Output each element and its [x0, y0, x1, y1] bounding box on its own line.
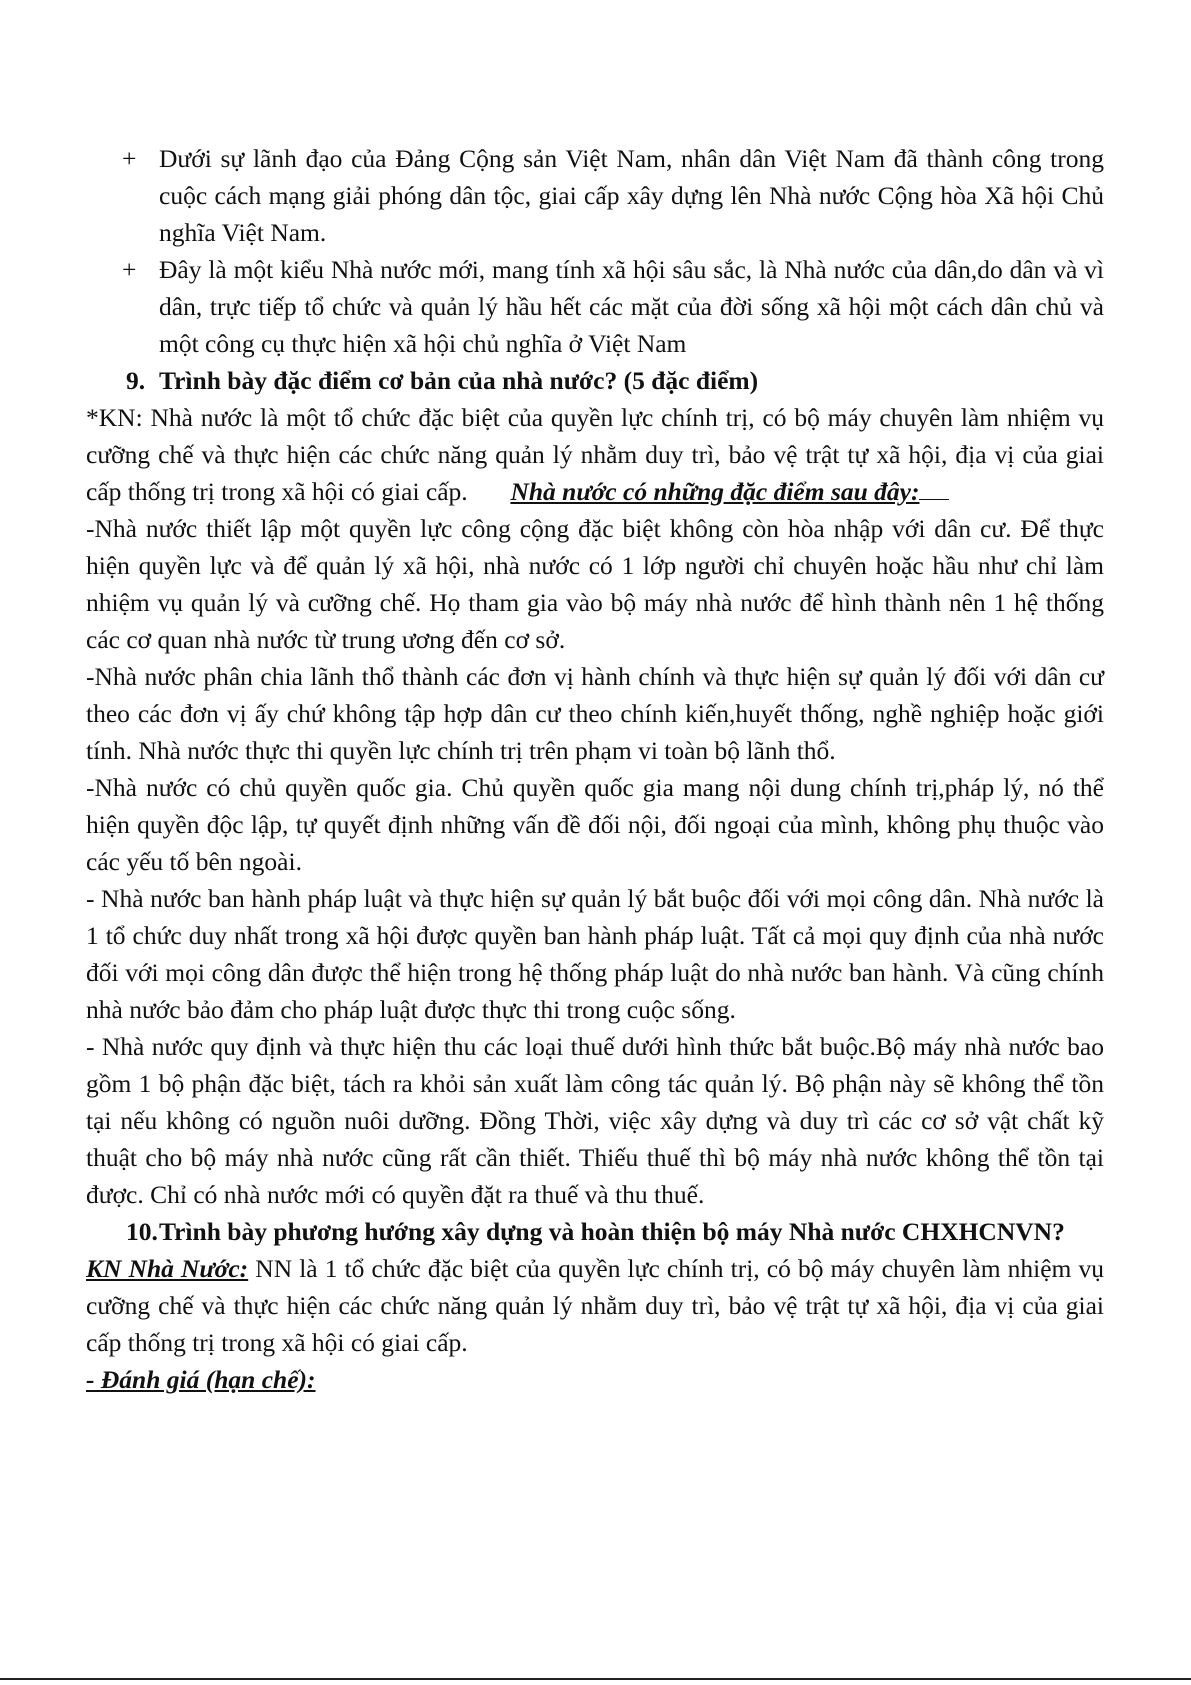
feature-paragraph: - Nhà nước ban hành pháp luật và thực hiện sự quản lý bắt buộc đối với mọi công dân. Nhà nước là 1 tổ chức duy nhất trong xã hội được quyền ban hành pháp luật. Tất cả mọi quy định của nhà nước đối với mọi công dân được thể hiện trong hệ thống pháp luật do nhà nước ban hành. Và cũng chính nhà nước bảo đảm cho pháp luật được thực thi trong cuộc sống. [86, 884, 1104, 1024]
feature-paragraph: - Nhà nước quy định và thực hiện thu các loại thuế dưới hình thức bắt buộc.Bộ máy nhà nước bao gồm 1 bộ phận đặc biệt, tách ra khỏi sản xuất làm công tác quản lý. Bộ phận này sẽ không thể tồn tại nếu không có nguồn nuôi dưỡng. Đồng Thời, việc xây dựng và duy trì các cơ sở vật chất kỹ thuật cho bộ máy nhà nước cũng rất cần thiết. Thiếu thuế thì bộ máy nhà nước không thể tồn tại được. Chỉ có nhà nước mới có quyền đặt ra thuế và thu thuế. [86, 1032, 1104, 1209]
feature-paragraph: -Nhà nước có chủ quyền quốc gia. Chủ quyền quốc gia mang nội dung chính trị,pháp lý, nó thể hiện quyền độc lập, tự quyết định những vấn đề đối nội, đối ngoại của mình, không phụ thuộc vào các yếu tố bên ngoài. [86, 773, 1104, 876]
section-title: Trình bày phương hướng xây dựng và hoàn thiện bộ máy Nhà nước CHXHCNVN? [159, 1217, 1065, 1246]
bullet-text: Dưới sự lãnh đạo của Đảng Cộng sản Việt Nam, nhân dân Việt Nam đã thành công trong cuộc cách mạng giải phóng dân tộc, giai cấp xây dựng lên Nhà nước Cộng hòa Xã hội Chủ nghĩa Việt Nam. [159, 144, 1104, 247]
bullet-mark: + [122, 144, 137, 173]
feature-paragraph: -Nhà nước thiết lập một quyền lực công cộng đặc biệt không còn hòa nhập với dân cư. Để thực hiện quyền lực và để quản lý xã hội, nhà nước có 1 lớp người chỉ chuyên hoặc hầu như chỉ làm nhiệm vụ quản lý và cưỡng chế. Họ tham gia vào bộ máy nhà nước để hình thành nên 1 hệ thống các cơ quan nhà nước từ trung ương đến cơ sở. [86, 514, 1104, 654]
section-number: 10. [126, 1217, 158, 1246]
bullet-item [86, 251, 1104, 362]
bullet-mark: + [122, 255, 137, 284]
section-10-definition [86, 1250, 1104, 1361]
section-number: 9. [126, 366, 146, 395]
feature-paragraph: -Nhà nước phân chia lãnh thổ thành các đơn vị hành chính và thực hiện sự quản lý đối với dân cư theo các đơn vị ấy chứ không tập hợp dân cư theo chính kiến,huyết thống, nghề nghiệp hoặc giới tính. Nhà nước thực thi quyền lực chính trị trên phạm vi toàn bộ lãnh thổ. [86, 662, 1104, 765]
assessment-label: - Đánh giá (hạn chế): [86, 1365, 316, 1394]
section-9-heading [86, 362, 1104, 399]
assessment-heading [86, 1361, 1104, 1398]
page-bottom-rule [0, 1678, 1191, 1680]
document-page [86, 140, 1104, 1398]
definition-text: NN là 1 tổ chức đặc biệt của quyền lực chính trị, có bộ máy chuyên làm nhiệm vụ cưỡng chế và thực hiện các chức năng quản lý nhằm duy trì, bảo vệ trật tự xã hội, địa vị của giai cấp thống trị trong xã hội có giai cấp. [86, 1254, 1104, 1357]
section-10-heading [86, 1213, 1104, 1250]
section-title: Trình bày đặc điểm cơ bản của nhà nước? (5 đặc điểm) [159, 366, 759, 395]
bullet-text: Đây là một kiểu Nhà nước mới, mang tính xã hội sâu sắc, là Nhà nước của dân,do dân và vì dân, trực tiếp tổ chức và quản lý hầu hết các mặt của đời sống xã hội một cách dân chủ và một công cụ thực hiện xã hội chủ nghĩa ở Việt Nam [159, 255, 1104, 358]
section-9-definition [86, 399, 1104, 510]
features-label: Nhà nước có những đặc điểm sau đây: [510, 477, 920, 506]
definition-label: KN Nhà Nước: [86, 1254, 249, 1283]
bullet-item [86, 140, 1104, 251]
definition-text: *KN: Nhà nước là một tổ chức đặc biệt của quyền lực chính trị, có bộ máy chuyên làm nhiệm vụ cưỡng chế và thực hiện các chức năng quản lý nhằm duy trì, bảo vệ trật tự xã hội, địa vị của giai cấp thống trị trong xã hội có giai cấp. [86, 403, 1104, 506]
